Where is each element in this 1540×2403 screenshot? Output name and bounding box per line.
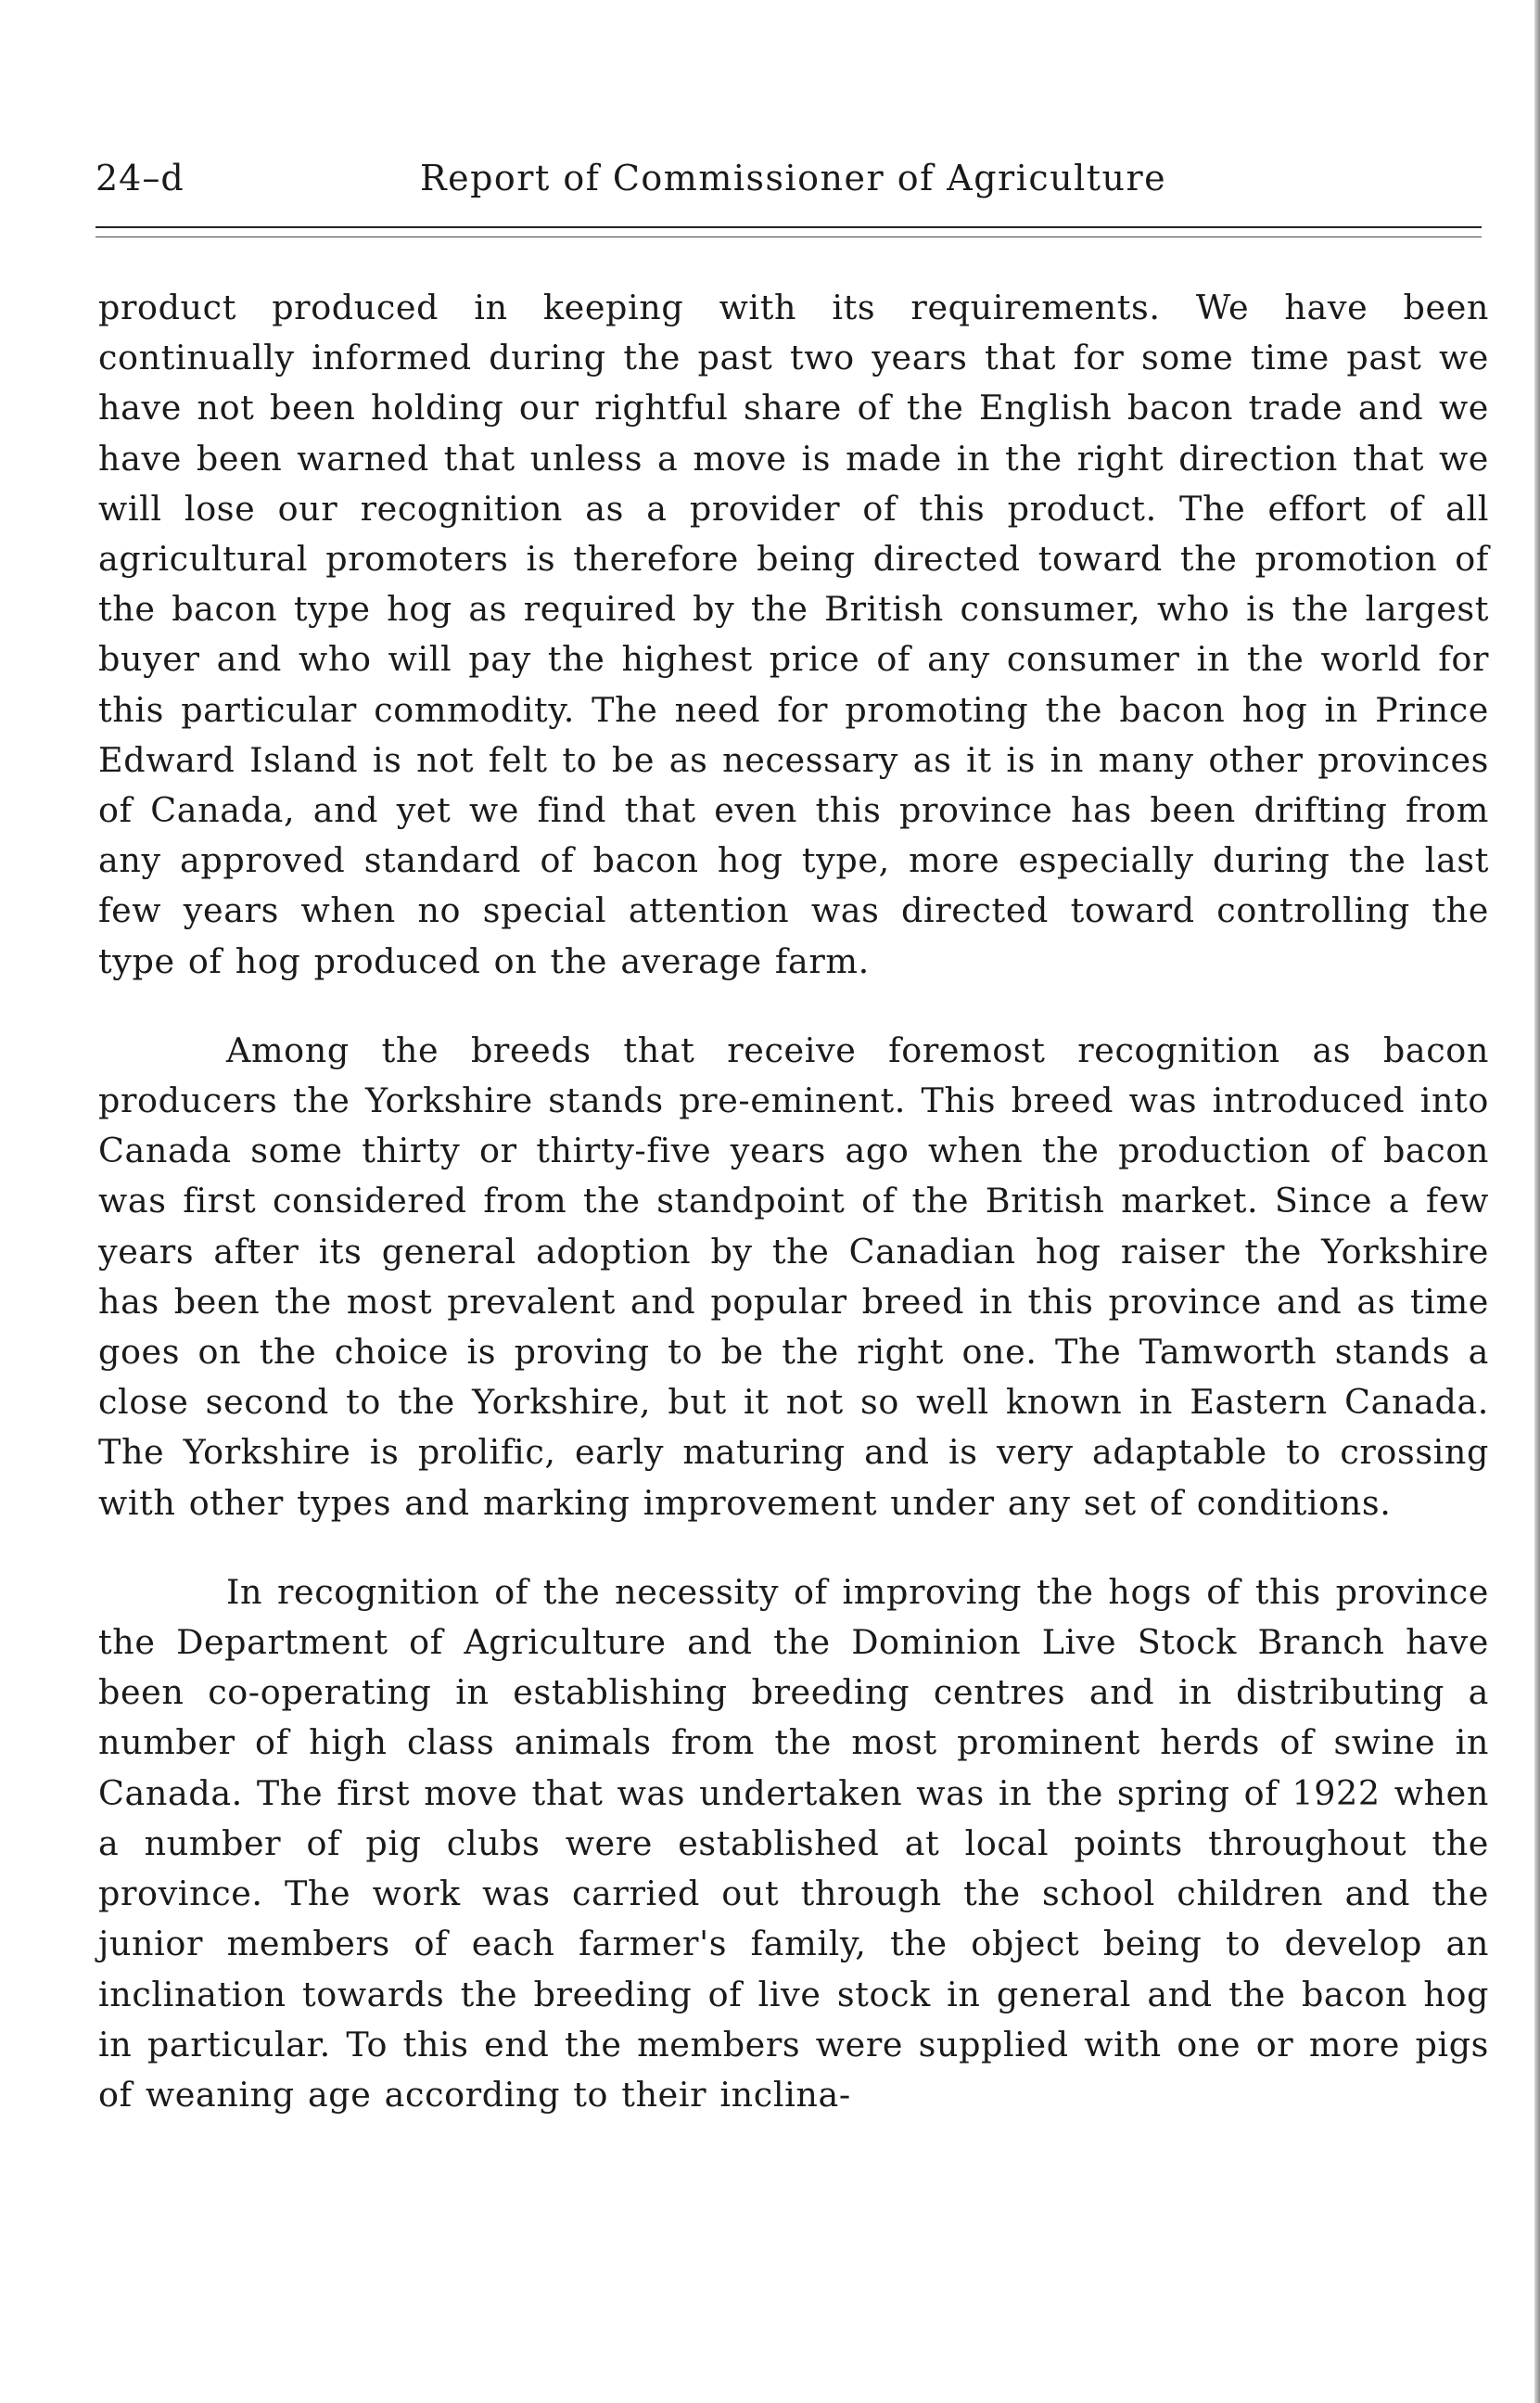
- paragraph: In recognition of the necessity of improving the hogs of this province the Department of Agriculture and the Dominion Live Stock Branch have been co-operating in establishing breeding centres and in distributing a number of high class animals from the most prominent herds of swine in Canada. The first move that was undertaken was in the spring of 1922 when a number of pig clubs were established at local points throughout the province. The work was carried out through the school children and the junior members of each farmer's family, the object being to develop an inclination towards the breeding of live stock in general and the bacon hog in particular. To this end the members were supplied with one or more pigs of weaning age according to their inclina-: [98, 1571, 1489, 2115]
- page-edge-shadow: [1534, 0, 1540, 2403]
- header-rule: [95, 226, 1482, 228]
- header-rule-thin: [95, 236, 1482, 237]
- body-text: [98, 283, 1489, 2120]
- page-header: [95, 158, 1482, 213]
- paragraph: product produced in keeping with its requirements. We have been continually informed during the past two years that for some time past we have not been holding our rightful share of the English bacon trade and we have been warned that unless a move is made in the right direction that we will lose our recognition as a provider of this product. The effort of all agricultural promoters is therefore being directed toward the promotion of the bacon type hog as required by the British consumer, who is the largest buyer and who will pay the highest price of any consumer in the world for this particular commodity. The need for promoting the bacon hog in Prince Edward Island is not felt to be as necessary as it is in many other provinces of Canada, and yet we find that even this province has been drifting from any approved standard of bacon hog type, more especially during the last few years when no special attention was directed toward controlling the type of hog produced on the average farm.: [98, 288, 1489, 981]
- running-title: Report of Commissioner of Agriculture: [420, 158, 1167, 198]
- paragraph: Among the breeds that receive foremost recognition as bacon producers the Yorkshire stands pre-eminent. This breed was introduced into Canada some thirty or thirty-five years ago when the production of bacon was first considered from the standpoint of the British market. Since a few years after its general adoption by the Canadian hog raiser the Yorkshire has been the most prevalent and popular breed in this province and as time goes on the choice is proving to be the right one. The Tamworth stands a close second to the Yorkshire, but it not so well known in Eastern Canada. The Yorkshire is prolific, early maturing and is very adaptable to crossing with other types and marking improvement under any set of conditions.: [98, 1029, 1489, 1523]
- page-number: 24–d: [95, 158, 185, 198]
